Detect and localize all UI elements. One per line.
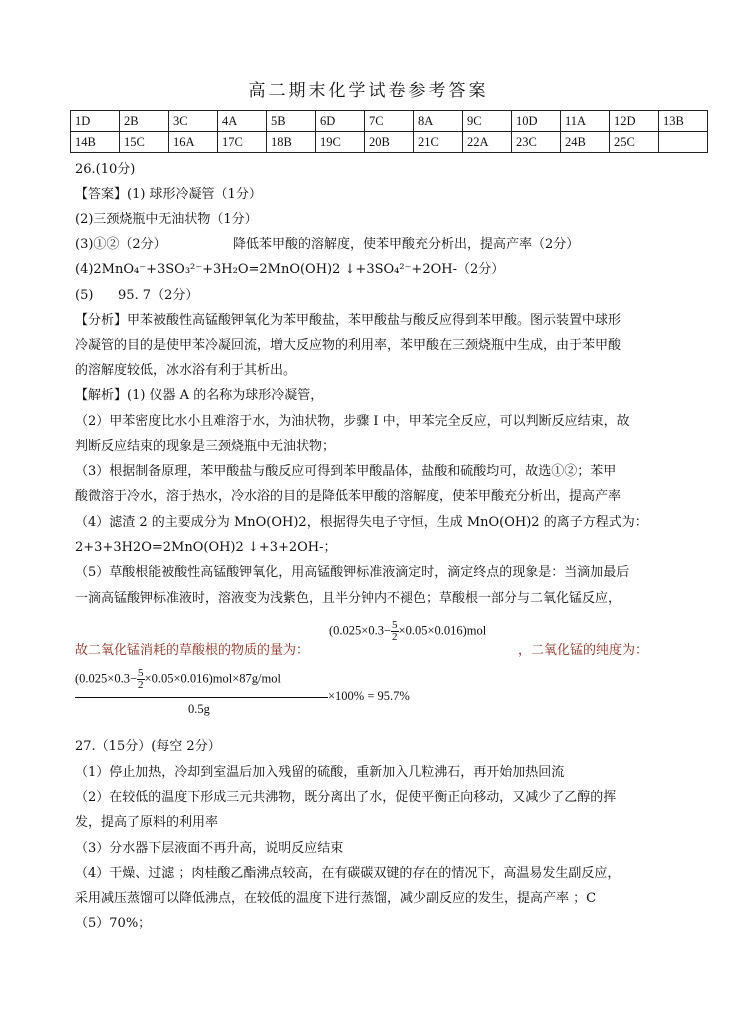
explain-line-6: （4）滤渣 2 的主要成分为 MnO(OH)2，根据得失电子守恒，生成 MnO(OH)2 的离子方程式为： [75,515,648,530]
q27-answer-2b: 发，提高了原料的利用率 [75,815,219,830]
q26-header: 26.(10分) [75,162,136,177]
answer-cell: 18B [267,132,316,153]
q27-answer-4b: 采用减压蒸馏可以降低沸点，在较低的温度下进行蒸馏，减少副反应的发生，提高产率 ；C [75,891,597,906]
answer-cell: 7C [365,111,414,132]
q27-answer-2a: （2）在较低的温度下形成三元共沸物，既分离出了水，促使平衡正向移动，又减少了乙醇的挥 [75,790,617,805]
answer-table-row [71,111,708,132]
answer-cell: 10D [512,111,561,132]
moles-frac-den: 2 [392,631,398,643]
purity-expr-pre: (0.025×0.3− [75,671,138,686]
q26-answer-5b: 95. 7（2分） [118,288,199,303]
answer-cell: 24B [561,132,610,153]
purity-expr-post: ×0.05×0.016)mol×87g/mol [144,671,281,686]
answer-cell: 12D [610,111,659,132]
answer-cell: 1D [71,111,120,132]
page-title: 高二期末化学试卷参考答案 [248,81,489,101]
answer-cell: 15C [120,132,169,153]
moles-frac-num: 5 [392,619,398,631]
answer-cell: 13B [659,111,708,132]
q27-answer-1: （1）停止加热，冷却到室温后加入残留的硫酸，重新加入几粒沸石，再开始加热回流 [75,765,565,780]
analysis-line-1: 【分析】甲苯被酸性高锰酸钾氧化为苯甲酸盐，苯甲酸盐与酸反应得到苯甲酸。图示装置中球形 [75,313,622,328]
explain-line-3: 判断反应结束的现象是三颈烧瓶中无油状物； [75,439,336,454]
explain-line-7: 2+3+3H2O=2MnO(OH)2 ↓+3+2OH-； [75,540,337,555]
explain-line-10a: 故二氧化锰消耗的草酸根的物质的量为： [75,643,310,658]
answer-cell: 2B [120,111,169,132]
explain-line-2: （2）甲苯密度比水小且难溶于水，为油状物，步骤 I 中，甲苯完全反应，可以判断反应结束，故 [75,414,630,429]
answer-cell: 3C [169,111,218,132]
answer-cell: 9C [463,111,512,132]
q27-answer-3: （3）分水器下层液面不再升高，说明反应结束 [75,841,344,856]
answer-cell: 16A [169,132,218,153]
purity-frac-den: 2 [138,679,144,691]
answer-cell: 21C [414,132,463,153]
explain-line-9: 一滴高锰酸钾标准液时，溶液变为浅紫色，且半分钟内不褪色；草酸根一部分与二氧化锰反应， [75,591,622,606]
answer-table-row [71,132,708,153]
answer-cell: 20B [365,132,414,153]
answer-cell: 5B [267,111,316,132]
q27-answer-5: （5）70%； [75,916,152,931]
explain-line-5: 酸微溶于冷水，溶于热水，冷水浴的目的是降低苯甲酸的溶解度，使苯甲酸充分析出，提高产率 [75,489,622,504]
moles-expr-pre: (0.025×0.3− [329,623,392,638]
q26-answer-2: (2)三颈烧瓶中无油状物（1分） [75,212,258,227]
answer-cell [659,132,708,153]
moles-expression [329,620,486,643]
q27-header: 27.（15分）(每空 2分） [75,739,221,754]
answer-table [70,110,708,153]
moles-expr-post: ×0.05×0.016)mol [398,623,487,638]
purity-five-halves [137,668,145,691]
purity-fraction-bar [75,697,328,698]
answer-cell: 11A [561,111,610,132]
purity-result: ×100% = 95.7% [328,689,410,703]
explain-line-1: 【解析】(1) 仪器 A 的名称为球形冷凝管， [75,388,324,403]
purity-frac-num: 5 [138,667,144,679]
explain-line-10b: ，二氧化锰的纯度为： [518,643,649,658]
answer-cell: 22A [463,132,512,153]
answer-cell: 14B [71,132,120,153]
q26-answer-4: (4)2MnO₄⁻+3SO₃²⁻+3H₂O=2MnO(OH)2 ↓+3SO₄²⁻+2OH-（2分） [75,262,505,277]
moles-five-halves [391,620,399,643]
purity-numerator [75,668,281,691]
q26-answer-3b: 降低苯甲酸的溶解度，使苯甲酸充分析出，提高产率（2分） [233,237,580,252]
answer-cell: 6D [316,111,365,132]
answer-cell: 23C [512,132,561,153]
analysis-line-2: 冷凝管的目的是使甲苯冷凝回流，增大反应物的利用率，苯甲酸在三颈烧瓶中生成，由于苯甲酸 [75,338,622,353]
answer-cell: 19C [316,132,365,153]
purity-denominator: 0.5g [188,702,210,716]
answer-cell: 4A [218,111,267,132]
q26-answer-1: 【答案】(1) 球形冷凝管（1分） [75,187,262,202]
q27-answer-4a: （4）干燥、过滤 ；肉桂酸乙酯沸点较高，在有碳碳双键的存在的情况下，高温易发生副反应， [75,866,621,881]
analysis-line-3: 的溶解度较低，冰水浴有利于其析出。 [75,363,297,378]
q26-answer-5a: (5) [75,288,94,303]
q26-answer-3a: (3)①②（2分） [75,237,167,252]
answer-cell: 25C [610,132,659,153]
explain-line-8: （5）草酸根能被酸性高锰酸钾氧化，用高锰酸钾标准液滴定时，滴定终点的现象是：当滴加最后 [75,565,630,580]
explain-line-4: （3）根据制备原理，苯甲酸盐与酸反应可得到苯甲酸晶体，盐酸和硫酸均可，故选①②；苯甲 [75,464,617,479]
answer-cell: 17C [218,132,267,153]
answer-cell: 8A [414,111,463,132]
